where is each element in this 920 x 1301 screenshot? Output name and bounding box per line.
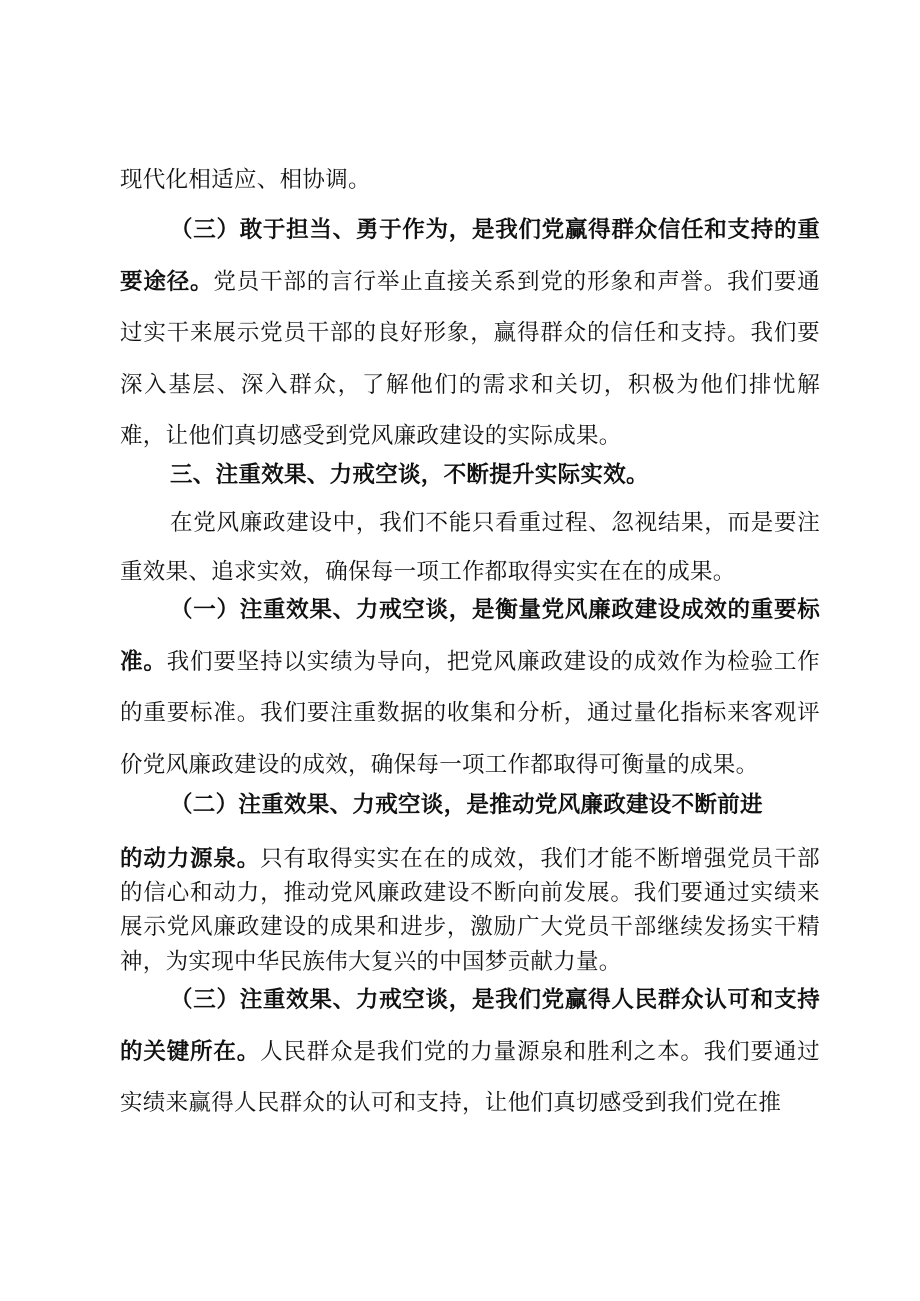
paragraph-section-3-intro [120, 499, 820, 596]
paragraph-section-3-2 [120, 842, 820, 979]
paragraph-section-3-1 [120, 585, 820, 791]
paragraph-text: 只有取得实实在在的成效，我们才能不断增强党员干部的信心和动力，推动党风廉政建设不断向前发展。我们要通过实绩来展示党风廉政建设的成果和进步，激励广大党员干部继续发扬实干精神，为实现中华民族伟大复兴的中国梦贡献力量。 [120, 846, 820, 975]
subheading-bold: （三）注重效果、力戒空谈，是我们党赢得人民群众认可和支持的关键所在。 [120, 987, 820, 1065]
paragraph-continuation [120, 156, 820, 205]
paragraph-text: 我们要坚持以实绩为导向，把党风廉政建设的成效作为检验工作的重要标准。我们要注重数据的收集和分析，通过量化指标来客观评价党风廉政建设的成效，确保每一项工作都取得可衡量的成果。 [120, 648, 820, 778]
paragraph-text: 在党风廉政建设中，我们不能只看重过程、忽视结果，而是要注重效果、追求实效，确保每一项工作都取得实实在在的成果。 [120, 510, 820, 585]
paragraph-text: 现代化相适应、相协调。 [120, 167, 371, 193]
subheading-bold: （三）敢于担当、勇于作为，是我们党赢得群众信任和支持的重要途径。 [120, 217, 820, 295]
subheading-bold: 的动力源泉。 [120, 846, 261, 872]
section-heading-3 [120, 451, 820, 500]
paragraph-text: 人民群众是我们党的力量源泉和胜利之本。我们要通过实绩来赢得人民群众的认可和支持，让他们真切感受到我们党在推 [120, 1038, 820, 1116]
paragraph-section-3-3 [120, 975, 820, 1130]
paragraph-section-3-2-line1 [120, 778, 820, 833]
paragraph-text: 党员干部的言行举止直接关系到党的形象和声誉。我们要通过实干来展示党员干部的良好形象，赢得群众的信任和支持。我们要深入基层、深入群众，了解他们的需求和关切，积极为他们排忧解难，让他们真切感受到党风廉政建设的实际成果。 [120, 268, 820, 449]
subheading-bold: （二）注重效果、力戒空谈，是推动党风廉政建设不断前进 [170, 792, 763, 818]
subheading-bold: （一）注重效果、力戒空谈，是衡量党风廉政建设成效的重要标准。 [120, 597, 820, 675]
paragraph-section-2-3 [120, 205, 820, 463]
heading-text: 三、注重效果、力戒空谈，不断提升实际实效。 [170, 462, 649, 488]
